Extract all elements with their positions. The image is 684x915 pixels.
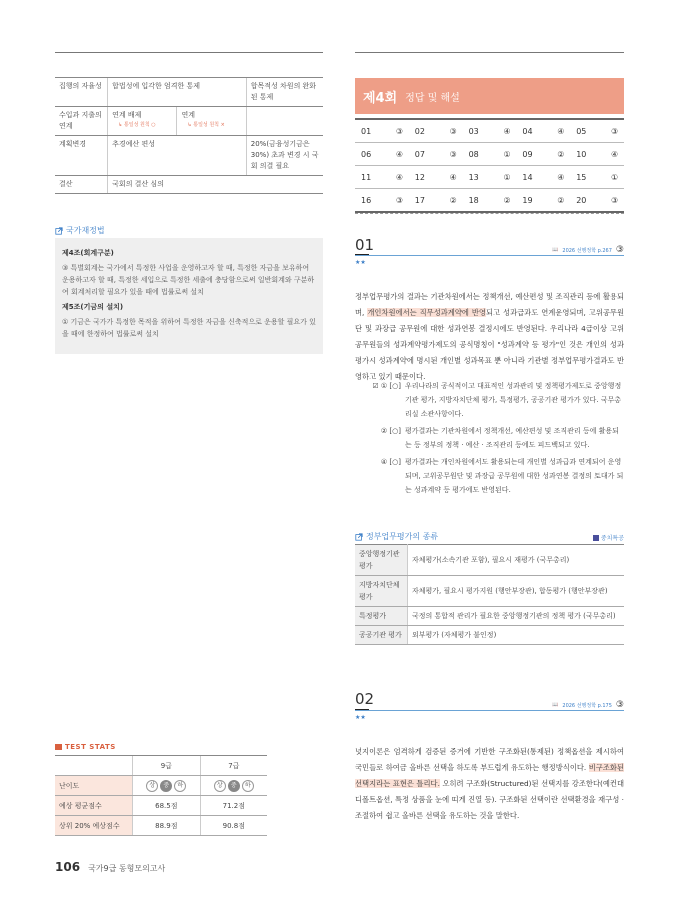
explanation-paragraph: 정부업무평가의 결과는 기관차원에서는 정책개선, 예산편성 및 조직관리 등에 활용되며, 개인차원에서는 직무성과계약에 반영되고 성과급과도 연계운영되며, 고위공무원단 및 과장급 공무원에 대한 성과연봉 결정시에도 반영된다. 우리나라 4급이상 고위공무원들의 성과계약평가제도의 공식명칭이 "성과계약 등 평가"인 것은 개인의 성과평가시 성과계약에 명시된 개인별 성과목표 뿐 아니라 기관별 정부업무평가결과도 반영하고 있기 때문이다. xyxy=(355,292,625,381)
budget-comparison-table xyxy=(55,77,323,194)
test-stats-table xyxy=(55,755,267,836)
table-row xyxy=(55,107,323,136)
difficulty-stars: ★★ xyxy=(355,714,366,721)
book-icon: 📖 xyxy=(552,247,559,253)
level-mid: 중 xyxy=(160,780,172,792)
divider xyxy=(355,213,624,214)
answer-mark: ③ xyxy=(615,245,624,255)
table-row xyxy=(55,756,267,776)
eval-heading: 정부업무평가의 종류 xyxy=(355,531,438,542)
explanation-paragraph: 넛지이론은 엄격하게 검증된 증거에 기반한 구조화된(통제된) 정책옵션을 제시하여 국민들로 하여금 올바른 선택을 하도록 부드럽게 유도하는 행정방식이다. 비구조화된 선택지라는 표현은 틀리다. 오히려 구조화(Structured)된 선택지를 강조한다(예컨대 디폴트옵션, 특정 상품을 눈에 띠게 진열 등). 구조화된 선택이란 선택환경을 재구성 · 조절하여 쉽고 올바른 선택을 유도하는 것을 말한다. xyxy=(355,747,624,820)
cell-text: 연계 xyxy=(181,111,195,119)
page-number: 106 xyxy=(55,860,81,874)
table-row xyxy=(55,776,267,796)
unity-principle-note: ↳ 통일성 원칙 ○ xyxy=(118,122,156,128)
test-stats-title: TEST STATS xyxy=(55,743,116,751)
level-mid: 중 xyxy=(228,780,240,792)
table-cell xyxy=(177,107,246,136)
option-list xyxy=(355,379,624,497)
table-cell: 68.5점 xyxy=(133,796,201,816)
list-item: ☑ ① [○] 우리나라의 공식적이고 대표적인 성과관리 및 정책평가제도로 중앙행정기관 평가, 지방자치단체 평가, 특정평가, 공공기관 평가가 있다. 국무총리실 소관사항이다. xyxy=(372,382,622,418)
difficulty-9 xyxy=(133,776,201,796)
table-row: 11 ④ 12 ④ 13 ① 14 ④ 15 ① xyxy=(355,166,624,189)
table-row: 지방자치단체 평가 자체평가, 필요시 평가지원 (행안부장관), 합동평가 (행안부장관) xyxy=(355,576,624,607)
table-row xyxy=(55,796,267,816)
law-box xyxy=(55,238,323,354)
textbook-reference: 📖 2026 선행정학 p.267 ③ xyxy=(552,245,624,255)
answer-title: 정답 및 해설 xyxy=(405,92,460,104)
table-cell: 상위 20% 예상점수 xyxy=(55,816,133,836)
table-cell: 계획변경 xyxy=(55,136,108,176)
table-cell: 합목적성 차원의 완화된 통제 xyxy=(246,78,323,107)
list-item: ② [○] 평가결과는 기관차원에서 정책개선, 예산편성 및 조직관리 등에 활용되는 등 정부의 정책 · 예산 · 조직관리 등에도 피드백되고 있다. xyxy=(380,427,619,449)
table-cell: 결산 xyxy=(55,176,108,194)
page-footer xyxy=(55,860,165,874)
table-row xyxy=(55,136,323,176)
law-heading: 국가재정법 xyxy=(55,225,105,236)
list-item: ④ [○] 평가결과는 개인차원에서도 활용되는데 개인별 성과급과 연계되어 운영되며, 고위공무원단 및 과장급 공무원에 대한 성과연봉 결정의 토대가 되는 성과계약 등 평가에도 반영된다. xyxy=(380,458,624,494)
eval-types-table xyxy=(355,544,624,645)
difficulty-stars: ★★ xyxy=(355,259,366,266)
table-cell: 예상 평균점수 xyxy=(55,796,133,816)
table-cell: 9급 xyxy=(133,756,201,776)
answer-header xyxy=(355,78,624,114)
external-link-icon xyxy=(55,227,63,235)
book-icon: 📖 xyxy=(552,702,559,708)
level-high: 상 xyxy=(146,780,158,792)
question-number: 01 xyxy=(355,236,375,254)
table-cell: 20%(금융성기금은 30%) 초과 변경 시 국회 의결 필요 xyxy=(246,136,323,176)
table-row: 중앙행정기관 평가 자체평가(소속기관 포함), 필요시 재평가 (국무총리) xyxy=(355,545,624,576)
table-row: 공공기관 평가 외부평가 (자체평가 불인정) xyxy=(355,626,624,645)
level-high: 상 xyxy=(214,780,226,792)
highlight: 개인차원에서는 직무성과계약에 반영 xyxy=(367,308,486,317)
article-text: ③ 특별회계는 국가에서 특정한 사업을 운영하고자 할 때, 특정한 자금을 보유하여 운용하고자 할 때, 특정한 세입으로 특정한 세출에 충당함으로써 일반회계와 구분하여 회계처리할 필요가 있을 때에 법률로써 설치 xyxy=(62,264,315,296)
level-low: 하 xyxy=(174,780,186,792)
table-row xyxy=(55,816,267,836)
question-rule xyxy=(355,255,624,256)
book-title: 국가9급 동형모의고사 xyxy=(88,864,166,873)
article-text: ① 기금은 국가가 특정한 목적을 위하여 특정한 자금을 신축적으로 운용할 필요가 있을 때에 한정하여 법률로써 설치 xyxy=(62,318,316,338)
table-cell: 71.2점 xyxy=(200,796,267,816)
textbook-reference: 📖 2026 선행정학 p.175 ③ xyxy=(552,700,624,710)
difficulty-7 xyxy=(200,776,267,796)
table-cell xyxy=(108,107,177,136)
table-cell: 90.8점 xyxy=(200,816,267,836)
top-rule-left xyxy=(55,52,323,53)
question-number: 02 xyxy=(355,690,375,708)
top-rule-right xyxy=(355,52,624,53)
table-cell: 88.9점 xyxy=(133,816,201,836)
table-row: 01 ③ 02 ③ 03 ④ 04 ④ 05 ③ xyxy=(355,119,624,143)
table-cell xyxy=(55,756,133,776)
table-cell: 집행의 자율성 xyxy=(55,78,108,107)
question-rule xyxy=(355,710,624,711)
table-row xyxy=(55,176,323,194)
cell-text: 연계 배제 xyxy=(112,111,142,119)
table-cell: 수입과 지출의 연계 xyxy=(55,107,108,136)
table-row: 16 ③ 17 ② 18 ② 19 ② 20 ③ xyxy=(355,189,624,213)
table-cell: 합법성에 입각한 엄격한 통제 xyxy=(108,78,247,107)
unity-principle-note: ↳ 통일성 원칙 × xyxy=(187,122,225,128)
table-cell: 추경예산 편성 xyxy=(108,136,247,176)
category-badge: 중치특공 xyxy=(593,533,624,542)
round-label: 제4회 xyxy=(363,90,398,106)
table-row: 06 ④ 07 ③ 08 ① 09 ② 10 ④ xyxy=(355,143,624,166)
table-cell: 난이도 xyxy=(55,776,133,796)
external-link-icon xyxy=(355,533,363,541)
answer-mark: ③ xyxy=(615,700,624,710)
badge-square-icon xyxy=(593,535,599,541)
highlight: 비구조화된 선택지라는 표현은 틀리다. xyxy=(355,763,624,788)
table-row: 특정평가 국정의 통합적 관리가 필요한 중앙행정기관의 정책 평가 (국무총리) xyxy=(355,607,624,626)
level-low: 하 xyxy=(242,780,254,792)
article-title: 제5조(기금의 설치) xyxy=(62,303,124,311)
table-cell xyxy=(246,107,323,136)
stats-square-icon xyxy=(55,744,62,750)
answer-grid xyxy=(355,118,624,213)
table-cell: 국회의 결산 심의 xyxy=(108,176,323,194)
table-cell: 7급 xyxy=(200,756,267,776)
table-row xyxy=(55,78,323,107)
article-title: 제4조(회계구분) xyxy=(62,249,114,257)
